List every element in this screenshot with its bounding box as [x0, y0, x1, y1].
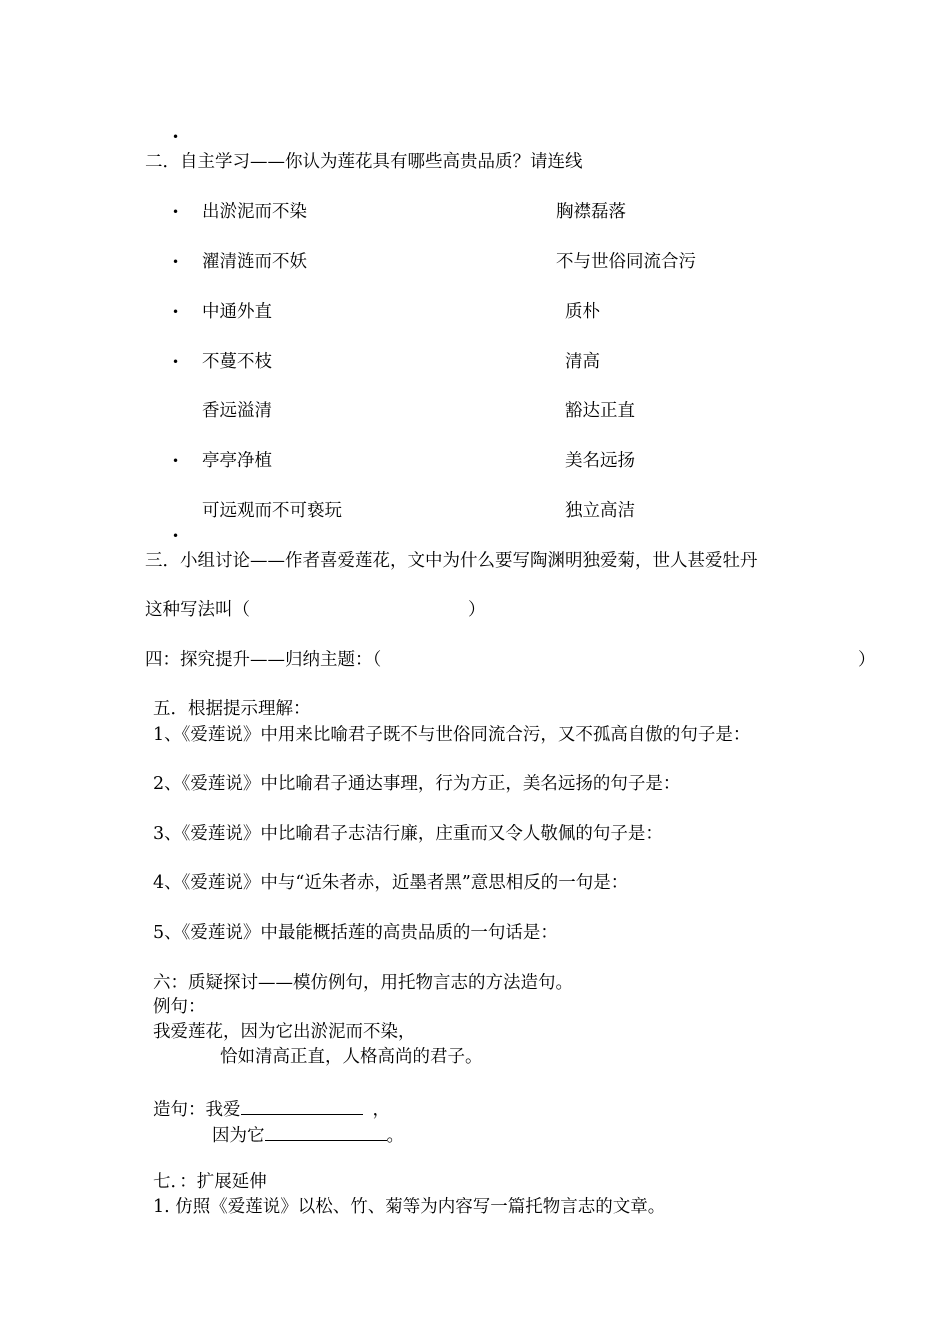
technique-close-paren: ）	[468, 600, 486, 620]
quality-left-item: 出淤泥而不染	[202, 202, 307, 222]
section6-heading: 六：质疑探讨——模仿例句，用托物言志的方法造句。	[153, 973, 573, 993]
quality-right-item: 清高	[565, 352, 600, 372]
quality-right-item: 不与世俗同流合污	[556, 252, 696, 272]
quality-right-item: 胸襟磊落	[556, 202, 626, 222]
question-item: 2、《爱莲说》中比喻君子通达事理，行为方正，美名远扬的句子是：	[153, 774, 681, 794]
comma: ，	[372, 1100, 390, 1120]
section5-heading: 五．根据提示理解：	[153, 699, 311, 719]
example-label: 例句：	[153, 997, 206, 1017]
example-line: 我爱莲花，因为它出淤泥而不染，	[153, 1022, 416, 1042]
quality-right-item: 美名远扬	[565, 451, 635, 471]
bullet: •	[172, 355, 180, 369]
question-item: 1、《爱莲说》中用来比喻君子既不与世俗同流合污，又不孤高自傲的句子是：	[153, 725, 751, 745]
technique-prompt: 这种写法叫（	[145, 600, 250, 620]
because-label: 因为它	[212, 1126, 265, 1146]
bullet: •	[172, 255, 180, 269]
because-line	[212, 1123, 404, 1146]
example-line: 恰如清高正直，人格高尚的君子。	[220, 1047, 483, 1067]
bullet: •	[172, 529, 180, 543]
quality-left-item: 亭亭净植	[202, 451, 272, 471]
bullet: •	[172, 130, 180, 144]
bullet: •	[172, 454, 180, 468]
quality-left-item: 不蔓不枝	[202, 352, 272, 372]
quality-left-item: 香远溢清	[202, 401, 272, 421]
period: 。	[386, 1126, 404, 1146]
section7-heading: 七．：扩展延伸	[153, 1172, 267, 1192]
blank-line[interactable]	[265, 1123, 387, 1141]
question-item: 5、《爱莲说》中最能概括莲的高贵品质的一句话是：	[153, 923, 558, 943]
bullet: •	[172, 305, 180, 319]
bullet: •	[172, 205, 180, 219]
quality-left-item: 濯清涟而不妖	[202, 252, 307, 272]
section3-heading: 三．小组讨论——作者喜爱莲花，文中为什么要写陶渊明独爱菊，世人甚爱牡丹	[145, 551, 758, 571]
quality-right-item: 独立高洁	[565, 501, 635, 521]
quality-left-item: 中通外直	[202, 302, 272, 322]
section4-heading: 四：探究提升——归纳主题：（	[145, 650, 382, 670]
section2-heading: 二．自主学习——你认为莲花具有哪些高贵品质？请连线	[145, 152, 583, 172]
blank-line[interactable]	[241, 1097, 363, 1115]
question-item: 3、《爱莲说》中比喻君子志洁行廉，庄重而又令人敬佩的句子是：	[153, 824, 663, 844]
make-sentence-line	[153, 1097, 390, 1120]
make-sentence-label: 造句：我爱	[153, 1100, 241, 1120]
quality-left-item: 可远观而不可亵玩	[202, 501, 342, 521]
quality-right-item: 豁达正直	[565, 401, 635, 421]
extension-item: 1. 仿照《爱莲说》以松、竹、菊等为内容写一篇托物言志的文章。	[153, 1197, 666, 1217]
theme-close-paren: ）	[858, 650, 876, 670]
quality-right-item: 质朴	[565, 302, 600, 322]
question-item: 4、《爱莲说》中与“近朱者赤，近墨者黑”意思相反的一句是：	[153, 873, 629, 893]
